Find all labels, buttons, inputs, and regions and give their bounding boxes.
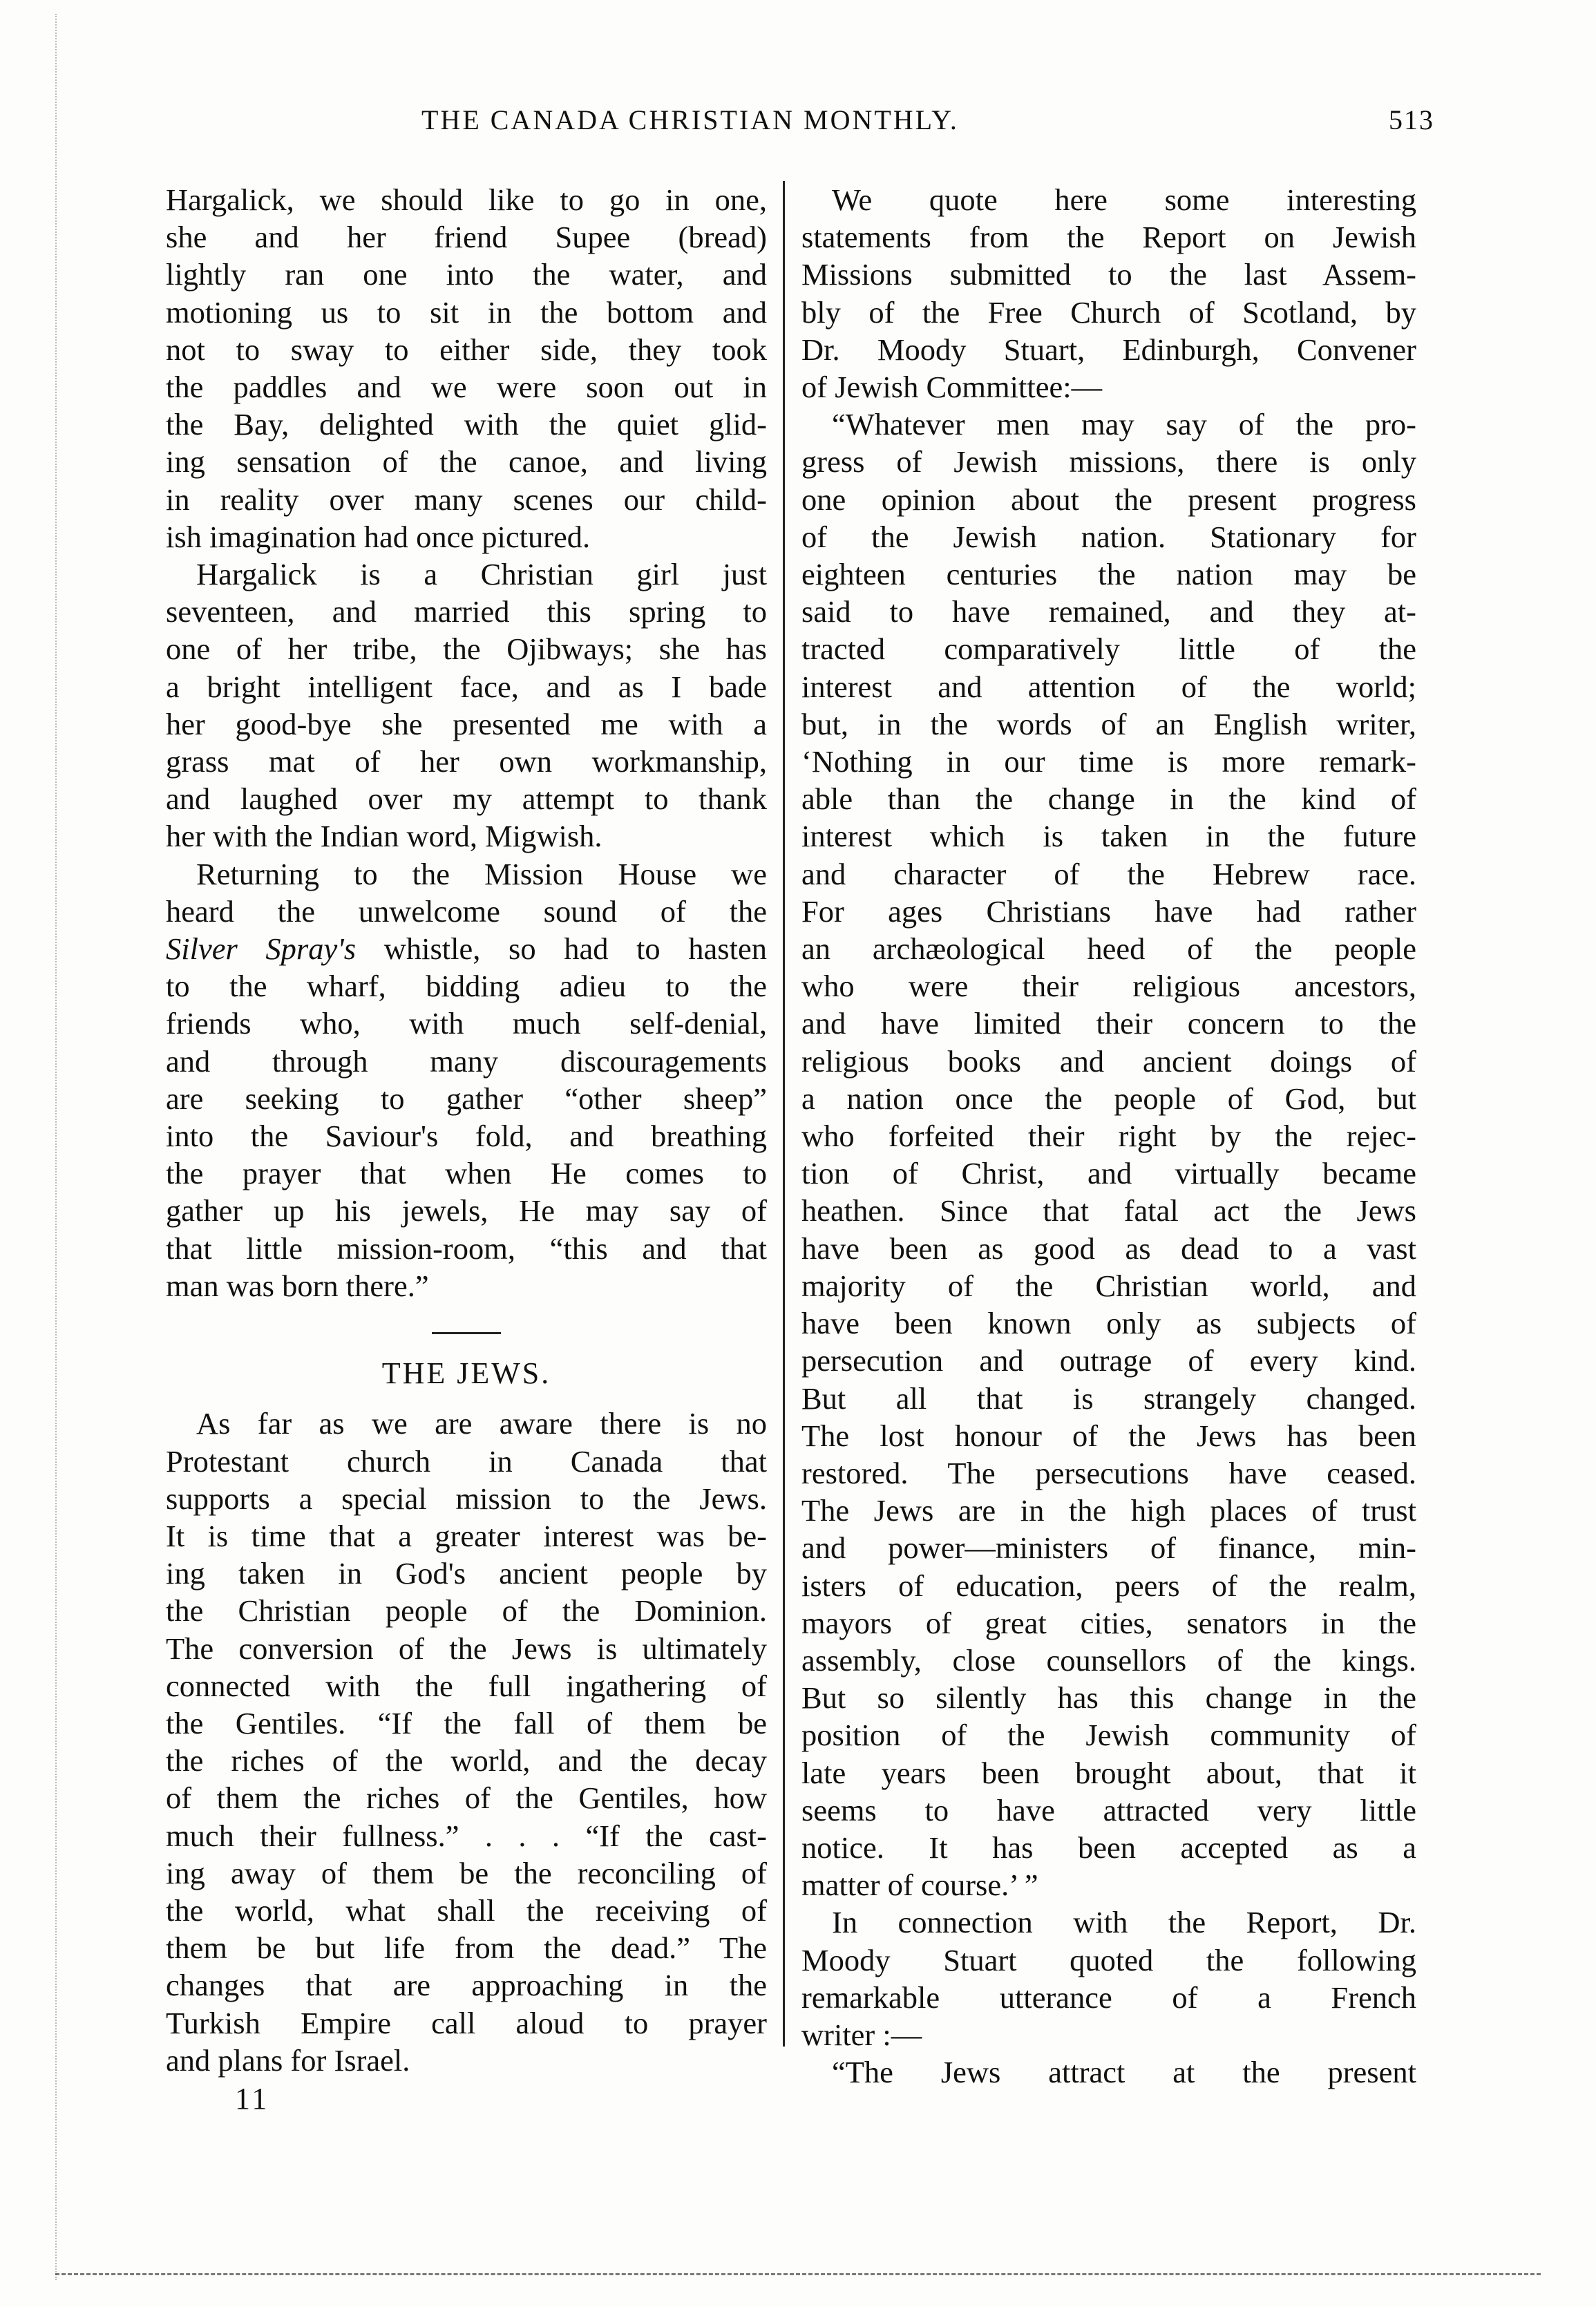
text-line: remarkable utterance of a French xyxy=(801,1980,1416,2015)
text-line: supports a special mission to the Jews. xyxy=(166,1481,767,1516)
page-bottom-edge xyxy=(55,2273,1541,2275)
left-column xyxy=(166,181,767,2118)
text-line: eighteen centuries the nation may be xyxy=(801,557,1416,592)
text-line: ‘Nothing in our time is more remark- xyxy=(801,744,1416,779)
section-separator xyxy=(432,1332,501,1334)
text-line: religious books and ancient doings of xyxy=(801,1043,1416,1079)
text-line: and power—ministers of finance, min- xyxy=(801,1530,1416,1566)
text-line: grass mat of her own workmanship, xyxy=(166,744,767,779)
text-line: who forfeited their right by the rejec- xyxy=(801,1119,1416,1154)
page-number: 513 xyxy=(1389,104,1434,135)
text-line: gress of Jewish missions, there is only xyxy=(801,444,1416,480)
text-line: Dr. Moody Stuart, Edinburgh, Convener xyxy=(801,332,1416,367)
text-line: an archæological heed of the people xyxy=(801,931,1416,967)
text-line: notice. It has been accepted as a xyxy=(801,1830,1416,1865)
text-line: But all that is strangely changed. xyxy=(801,1380,1416,1416)
text-line: them be but life from the dead.” The xyxy=(166,1930,767,1966)
text-line: heathen. Since that fatal act the Jews xyxy=(801,1193,1416,1228)
text-line: bly of the Free Church of Scotland, by xyxy=(801,294,1416,330)
text-line: into the Saviour's fold, and breathing xyxy=(166,1119,767,1154)
text-line: heard the unwelcome sound of the xyxy=(166,893,767,929)
paragraph-returning xyxy=(166,855,767,1304)
paragraph-canoe xyxy=(166,181,767,556)
text-line: and character of the Hebrew race. xyxy=(801,856,1416,891)
text-line: but, in the words of an English writer, xyxy=(801,706,1416,741)
text-line: her good-bye she presented me with a xyxy=(166,706,767,741)
text-line: of Jewish Committee:— xyxy=(801,370,1103,405)
text-line: For ages Christians have had rather xyxy=(801,893,1416,929)
text-line: of the Jewish nation. Stationary for xyxy=(801,519,1416,554)
text-line: the world, what shall the receiving of xyxy=(166,1892,767,1928)
text-line: The Jews are in the high places of trust xyxy=(801,1493,1416,1528)
text-line: one of her tribe, the Ojibways; she has xyxy=(166,632,767,667)
right-column xyxy=(801,181,1416,2091)
text-line: the Gentiles. “If the fall of them be xyxy=(166,1705,767,1740)
text-line: Moody Stuart quoted the following xyxy=(801,1942,1416,1977)
text-line: position of the Jewish community of xyxy=(801,1718,1416,1753)
text-line: in reality over many scenes our child- xyxy=(166,482,767,517)
paragraph-french-writer xyxy=(801,2053,1416,2091)
text-line: In connection with the Report, Dr. xyxy=(832,1905,1416,1940)
text-line: Missions submitted to the last Assem- xyxy=(801,257,1416,292)
paragraph-report-quote xyxy=(801,406,1416,1903)
text-line: changes that are approaching in the xyxy=(166,1968,767,2003)
text-line: said to have remained, and they at- xyxy=(801,594,1416,629)
text-line: the Bay, delighted with the quiet glid- xyxy=(166,407,767,442)
text-line: Hargalick is a Christian girl just xyxy=(196,557,767,592)
page-edge-shadow xyxy=(55,14,57,2280)
text-line: late years been brought about, that it xyxy=(801,1755,1416,1790)
paragraph-connection xyxy=(801,1903,1416,2053)
text-line: to the wharf, bidding adieu to the xyxy=(166,969,767,1004)
text-line: seems to have attracted very little xyxy=(801,1792,1416,1827)
text-line-with-ship xyxy=(166,930,767,967)
text-line: Returning to the Mission House we xyxy=(196,856,767,891)
text-line: Protestant church in Canada that xyxy=(166,1443,767,1479)
text-line: interest which is taken in the future xyxy=(801,819,1416,854)
text-line: gather up his jewels, He may say of xyxy=(166,1193,767,1228)
text-line: matter of course.’ ” xyxy=(801,1868,1038,1903)
text-fragment: whistle, so had to hasten xyxy=(356,931,767,967)
text-line: ing away of them be the reconciling of xyxy=(166,1855,767,1890)
text-line: “Whatever men may say of the pro- xyxy=(832,407,1416,442)
section-heading: THE JEWS. xyxy=(381,1356,551,1391)
text-line: As far as we are aware there is no xyxy=(196,1406,767,1441)
text-line: the Christian people of the Dominion. xyxy=(166,1593,767,1629)
text-line: she and her friend Supee (bread) xyxy=(166,220,767,255)
text-line: seventeen, and married this spring to xyxy=(166,594,767,629)
text-line: much their fullness.” . . . “If the cast- xyxy=(166,1818,767,1853)
running-header xyxy=(0,104,1596,145)
text-line: have been known only as subjects of xyxy=(801,1306,1416,1341)
text-line: and through many discouragements xyxy=(166,1043,767,1079)
text-line: We quote here some interesting xyxy=(832,182,1416,217)
journal-title: THE CANADA CHRISTIAN MONTHLY. xyxy=(421,104,959,135)
text-line: the riches of the world, and the decay xyxy=(166,1743,767,1778)
text-line: tion of Christ, and virtually became xyxy=(801,1156,1416,1191)
column-divider xyxy=(783,181,785,2047)
text-line: But so silently has this change in the xyxy=(801,1680,1416,1716)
text-line: interest and attention of the world; xyxy=(801,669,1416,704)
text-line: and have limited their concern to the xyxy=(801,1006,1416,1041)
text-line: the paddles and we were soon out in xyxy=(166,370,767,405)
paragraph-hargalick xyxy=(166,556,767,855)
text-line: lightly ran one into the water, and xyxy=(166,257,767,292)
text-line: a bright intelligent face, and as I bade xyxy=(166,669,767,704)
text-line: are seeking to gather “other sheep” xyxy=(166,1081,767,1116)
text-line: and plans for Israel. xyxy=(166,2042,410,2078)
text-line: “The Jews attract at the present xyxy=(832,2055,1416,2090)
text-line: her with the Indian word, Migwish. xyxy=(166,819,602,854)
text-line: able than the change in the kind of xyxy=(801,781,1416,817)
text-line: statements from the Report on Jewish xyxy=(801,220,1416,255)
paragraph-report-intro xyxy=(801,181,1416,406)
text-line: the prayer that when He comes to xyxy=(166,1156,767,1191)
text-line: a nation once the people of God, but xyxy=(801,1081,1416,1116)
text-line: who were their religious ancestors, xyxy=(801,969,1416,1004)
ship-name: Silver Spray's xyxy=(166,931,357,967)
text-line: writer :— xyxy=(801,2017,922,2052)
text-line: tracted comparatively little of the xyxy=(801,632,1416,667)
printer-signature-mark: 11 xyxy=(235,2081,270,2116)
text-line: persecution and outrage of every kind. xyxy=(801,1343,1416,1378)
text-line: of them the riches of the Gentiles, how xyxy=(166,1781,767,1816)
text-line: ing sensation of the canoe, and living xyxy=(166,444,767,480)
text-line: have been as good as dead to a vast xyxy=(801,1231,1416,1266)
text-line: Turkish Empire call aloud to prayer xyxy=(166,2005,767,2040)
text-line: The conversion of the Jews is ultimately xyxy=(166,1631,767,1666)
text-line: friends who, with much self-denial, xyxy=(166,1006,767,1041)
text-line: mayors of great cities, senators in the xyxy=(801,1605,1416,1640)
text-line: man was born there.” xyxy=(166,1268,429,1303)
text-line: connected with the full ingathering of xyxy=(166,1668,767,1703)
text-line: assembly, close counsellors of the kings. xyxy=(801,1642,1416,1678)
text-line: one opinion about the present progress xyxy=(801,482,1416,517)
text-line: motioning us to sit in the bottom and xyxy=(166,294,767,330)
text-line: restored. The persecutions have ceased. xyxy=(801,1455,1416,1490)
text-line: majority of the Christian world, and xyxy=(801,1268,1416,1303)
text-line: ish imagination had once pictured. xyxy=(166,519,591,554)
text-line: The lost honour of the Jews has been xyxy=(801,1418,1416,1453)
text-line: Hargalick, we should like to go in one, xyxy=(166,182,767,217)
text-line: isters of education, peers of the realm, xyxy=(801,1568,1416,1603)
text-line: ing taken in God's ancient people by xyxy=(166,1556,767,1591)
paragraph-jews xyxy=(166,1405,767,2079)
text-line: that little mission-room, “this and that xyxy=(166,1231,767,1266)
text-line: not to sway to either side, they took xyxy=(166,332,767,367)
text-line: and laughed over my attempt to thank xyxy=(166,781,767,817)
text-line: It is time that a greater interest was be- xyxy=(166,1518,767,1553)
